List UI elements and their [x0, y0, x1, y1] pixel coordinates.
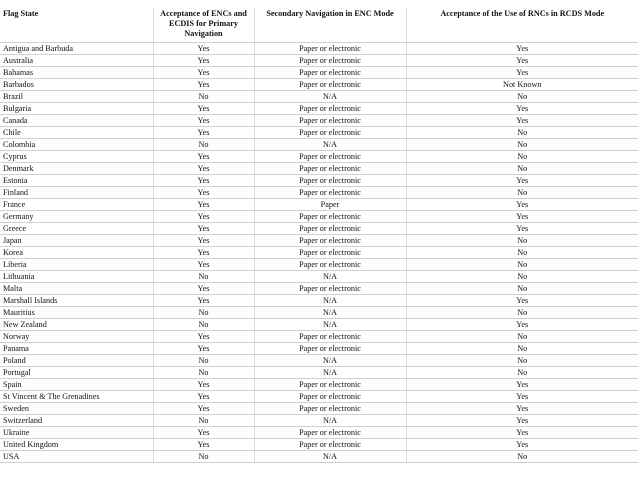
- enc-ecdis-cell: Yes: [153, 175, 254, 187]
- table-header: [0, 8, 638, 43]
- rnc-rcds-cell: No: [406, 271, 638, 283]
- enc-ecdis-cell: No: [153, 367, 254, 379]
- enc-ecdis-cell: Yes: [153, 379, 254, 391]
- table-row: [0, 415, 638, 427]
- secondary-nav-cell: Paper or electronic: [254, 259, 406, 271]
- table-row: [0, 187, 638, 199]
- flag-state-cell: Malta: [0, 283, 153, 295]
- rnc-rcds-cell: No: [406, 247, 638, 259]
- flag-state-cell: Mauritius: [0, 307, 153, 319]
- table-row: [0, 451, 638, 463]
- flag-state-cell: Antigua and Barbuda: [0, 43, 153, 55]
- enc-ecdis-cell: Yes: [153, 283, 254, 295]
- rnc-rcds-cell: Yes: [406, 43, 638, 55]
- secondary-nav-cell: N/A: [254, 139, 406, 151]
- table-row: [0, 223, 638, 235]
- table-row: [0, 391, 638, 403]
- table-row: [0, 343, 638, 355]
- secondary-nav-cell: Paper or electronic: [254, 247, 406, 259]
- rnc-rcds-cell: No: [406, 283, 638, 295]
- enc-ecdis-cell: Yes: [153, 103, 254, 115]
- secondary-nav-cell: N/A: [254, 91, 406, 103]
- table-row: [0, 331, 638, 343]
- enc-ecdis-cell: Yes: [153, 79, 254, 91]
- rnc-rcds-cell: Not Known: [406, 79, 638, 91]
- flag-state-table: [0, 8, 638, 463]
- secondary-nav-cell: N/A: [254, 451, 406, 463]
- enc-ecdis-cell: Yes: [153, 235, 254, 247]
- flag-state-cell: Barbados: [0, 79, 153, 91]
- table-row: [0, 151, 638, 163]
- flag-state-table-container: [0, 8, 638, 463]
- enc-ecdis-cell: Yes: [153, 247, 254, 259]
- table-row: [0, 127, 638, 139]
- secondary-nav-cell: Paper or electronic: [254, 187, 406, 199]
- secondary-nav-cell: Paper or electronic: [254, 403, 406, 415]
- flag-state-cell: United Kingdom: [0, 439, 153, 451]
- flag-state-cell: St Vincent & The Grenadines: [0, 391, 153, 403]
- rnc-rcds-cell: Yes: [406, 55, 638, 67]
- flag-state-cell: New Zealand: [0, 319, 153, 331]
- secondary-nav-cell: Paper: [254, 199, 406, 211]
- header-enc-ecdis-acceptance: Acceptance of ENCs and ECDIS for Primary Navigation: [153, 8, 254, 43]
- secondary-nav-cell: N/A: [254, 415, 406, 427]
- rnc-rcds-cell: No: [406, 307, 638, 319]
- enc-ecdis-cell: No: [153, 91, 254, 103]
- enc-ecdis-cell: Yes: [153, 55, 254, 67]
- secondary-nav-cell: Paper or electronic: [254, 343, 406, 355]
- rnc-rcds-cell: No: [406, 187, 638, 199]
- enc-ecdis-cell: Yes: [153, 439, 254, 451]
- secondary-nav-cell: Paper or electronic: [254, 235, 406, 247]
- flag-state-cell: Australia: [0, 55, 153, 67]
- table-row: [0, 139, 638, 151]
- rnc-rcds-cell: Yes: [406, 211, 638, 223]
- secondary-nav-cell: N/A: [254, 307, 406, 319]
- table-row: [0, 235, 638, 247]
- flag-state-cell: Marshall Islands: [0, 295, 153, 307]
- table-row: [0, 163, 638, 175]
- enc-ecdis-cell: No: [153, 415, 254, 427]
- rnc-rcds-cell: Yes: [406, 223, 638, 235]
- table-row: [0, 379, 638, 391]
- flag-state-cell: Cyprus: [0, 151, 153, 163]
- rnc-rcds-cell: Yes: [406, 415, 638, 427]
- enc-ecdis-cell: Yes: [153, 223, 254, 235]
- table-row: [0, 271, 638, 283]
- enc-ecdis-cell: No: [153, 139, 254, 151]
- flag-state-cell: Greece: [0, 223, 153, 235]
- secondary-nav-cell: Paper or electronic: [254, 223, 406, 235]
- header-secondary-navigation: Secondary Navigation in ENC Mode: [254, 8, 406, 43]
- rnc-rcds-cell: No: [406, 127, 638, 139]
- enc-ecdis-cell: Yes: [153, 211, 254, 223]
- flag-state-cell: Korea: [0, 247, 153, 259]
- secondary-nav-cell: N/A: [254, 367, 406, 379]
- enc-ecdis-cell: Yes: [153, 403, 254, 415]
- rnc-rcds-cell: No: [406, 355, 638, 367]
- rnc-rcds-cell: Yes: [406, 403, 638, 415]
- flag-state-cell: Bulgaria: [0, 103, 153, 115]
- secondary-nav-cell: Paper or electronic: [254, 283, 406, 295]
- enc-ecdis-cell: Yes: [153, 391, 254, 403]
- enc-ecdis-cell: Yes: [153, 331, 254, 343]
- header-rnc-rcds-acceptance: Acceptance of the Use of RNCs in RCDS Mode: [406, 8, 638, 43]
- rnc-rcds-cell: No: [406, 163, 638, 175]
- rnc-rcds-cell: Yes: [406, 175, 638, 187]
- rnc-rcds-cell: No: [406, 151, 638, 163]
- enc-ecdis-cell: Yes: [153, 187, 254, 199]
- rnc-rcds-cell: Yes: [406, 115, 638, 127]
- enc-ecdis-cell: No: [153, 355, 254, 367]
- secondary-nav-cell: Paper or electronic: [254, 379, 406, 391]
- enc-ecdis-cell: No: [153, 307, 254, 319]
- secondary-nav-cell: Paper or electronic: [254, 427, 406, 439]
- rnc-rcds-cell: No: [406, 139, 638, 151]
- flag-state-cell: Sweden: [0, 403, 153, 415]
- table-row: [0, 55, 638, 67]
- table-row: [0, 79, 638, 91]
- table-row: [0, 91, 638, 103]
- table-row: [0, 175, 638, 187]
- flag-state-cell: Lithuania: [0, 271, 153, 283]
- rnc-rcds-cell: Yes: [406, 103, 638, 115]
- table-row: [0, 247, 638, 259]
- flag-state-cell: Poland: [0, 355, 153, 367]
- flag-state-cell: Norway: [0, 331, 153, 343]
- enc-ecdis-cell: Yes: [153, 163, 254, 175]
- table-row: [0, 199, 638, 211]
- enc-ecdis-cell: No: [153, 319, 254, 331]
- secondary-nav-cell: Paper or electronic: [254, 115, 406, 127]
- rnc-rcds-cell: Yes: [406, 319, 638, 331]
- secondary-nav-cell: Paper or electronic: [254, 211, 406, 223]
- flag-state-cell: Canada: [0, 115, 153, 127]
- enc-ecdis-cell: Yes: [153, 295, 254, 307]
- table-row: [0, 67, 638, 79]
- secondary-nav-cell: Paper or electronic: [254, 103, 406, 115]
- rnc-rcds-cell: Yes: [406, 439, 638, 451]
- secondary-nav-cell: N/A: [254, 295, 406, 307]
- rnc-rcds-cell: No: [406, 451, 638, 463]
- enc-ecdis-cell: Yes: [153, 151, 254, 163]
- rnc-rcds-cell: Yes: [406, 391, 638, 403]
- flag-state-cell: Estonia: [0, 175, 153, 187]
- rnc-rcds-cell: No: [406, 235, 638, 247]
- enc-ecdis-cell: Yes: [153, 115, 254, 127]
- table-row: [0, 439, 638, 451]
- enc-ecdis-cell: No: [153, 451, 254, 463]
- table-row: [0, 283, 638, 295]
- secondary-nav-cell: Paper or electronic: [254, 79, 406, 91]
- table-row: [0, 115, 638, 127]
- flag-state-cell: Chile: [0, 127, 153, 139]
- table-row: [0, 259, 638, 271]
- secondary-nav-cell: Paper or electronic: [254, 43, 406, 55]
- table-row: [0, 403, 638, 415]
- flag-state-cell: France: [0, 199, 153, 211]
- enc-ecdis-cell: Yes: [153, 67, 254, 79]
- table-body: [0, 43, 638, 463]
- secondary-nav-cell: N/A: [254, 271, 406, 283]
- secondary-nav-cell: N/A: [254, 319, 406, 331]
- enc-ecdis-cell: Yes: [153, 427, 254, 439]
- table-row: [0, 427, 638, 439]
- rnc-rcds-cell: No: [406, 367, 638, 379]
- table-row: [0, 295, 638, 307]
- enc-ecdis-cell: Yes: [153, 259, 254, 271]
- rnc-rcds-cell: Yes: [406, 67, 638, 79]
- enc-ecdis-cell: No: [153, 271, 254, 283]
- flag-state-cell: Brazil: [0, 91, 153, 103]
- flag-state-cell: Colombia: [0, 139, 153, 151]
- table-row: [0, 43, 638, 55]
- secondary-nav-cell: Paper or electronic: [254, 127, 406, 139]
- table-row: [0, 211, 638, 223]
- header-row: [0, 8, 638, 43]
- table-row: [0, 355, 638, 367]
- secondary-nav-cell: Paper or electronic: [254, 163, 406, 175]
- flag-state-cell: Portugal: [0, 367, 153, 379]
- secondary-nav-cell: Paper or electronic: [254, 67, 406, 79]
- rnc-rcds-cell: No: [406, 343, 638, 355]
- flag-state-cell: Germany: [0, 211, 153, 223]
- flag-state-cell: Japan: [0, 235, 153, 247]
- enc-ecdis-cell: Yes: [153, 127, 254, 139]
- flag-state-cell: Panama: [0, 343, 153, 355]
- table-row: [0, 367, 638, 379]
- rnc-rcds-cell: Yes: [406, 379, 638, 391]
- flag-state-cell: Finland: [0, 187, 153, 199]
- enc-ecdis-cell: Yes: [153, 343, 254, 355]
- rnc-rcds-cell: No: [406, 259, 638, 271]
- header-flag-state: Flag State: [0, 8, 153, 43]
- flag-state-cell: Bahamas: [0, 67, 153, 79]
- flag-state-cell: Switzerland: [0, 415, 153, 427]
- rnc-rcds-cell: Yes: [406, 427, 638, 439]
- secondary-nav-cell: Paper or electronic: [254, 331, 406, 343]
- flag-state-cell: Spain: [0, 379, 153, 391]
- secondary-nav-cell: Paper or electronic: [254, 391, 406, 403]
- table-row: [0, 319, 638, 331]
- enc-ecdis-cell: Yes: [153, 199, 254, 211]
- secondary-nav-cell: N/A: [254, 355, 406, 367]
- secondary-nav-cell: Paper or electronic: [254, 439, 406, 451]
- rnc-rcds-cell: Yes: [406, 295, 638, 307]
- rnc-rcds-cell: Yes: [406, 199, 638, 211]
- flag-state-cell: USA: [0, 451, 153, 463]
- flag-state-cell: Ukraine: [0, 427, 153, 439]
- rnc-rcds-cell: No: [406, 331, 638, 343]
- table-row: [0, 103, 638, 115]
- secondary-nav-cell: Paper or electronic: [254, 175, 406, 187]
- rnc-rcds-cell: No: [406, 91, 638, 103]
- secondary-nav-cell: Paper or electronic: [254, 151, 406, 163]
- enc-ecdis-cell: Yes: [153, 43, 254, 55]
- table-row: [0, 307, 638, 319]
- secondary-nav-cell: Paper or electronic: [254, 55, 406, 67]
- flag-state-cell: Liberia: [0, 259, 153, 271]
- flag-state-cell: Denmark: [0, 163, 153, 175]
